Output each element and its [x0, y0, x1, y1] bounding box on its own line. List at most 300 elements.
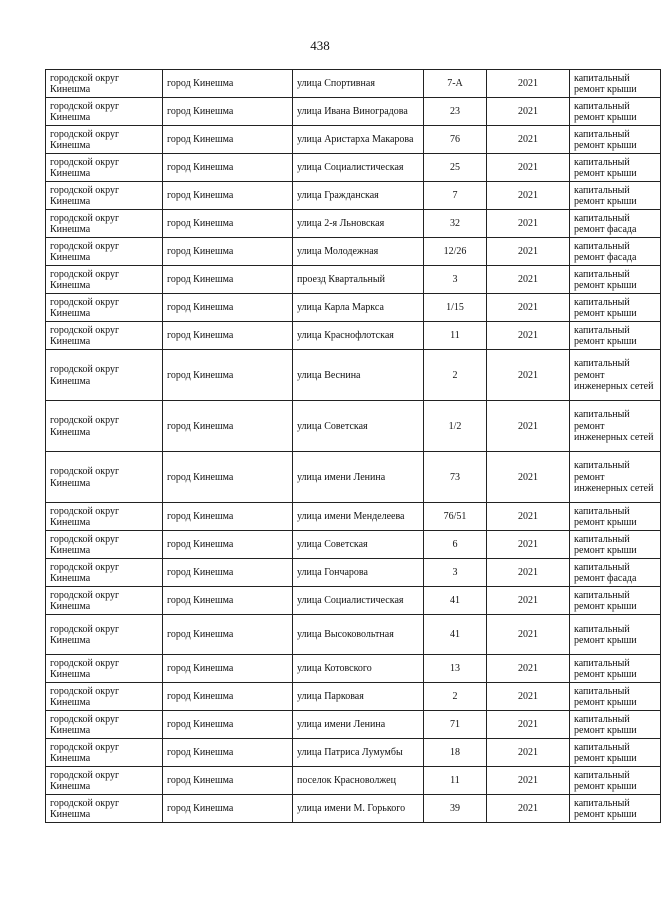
street-cell: [293, 350, 424, 401]
city-cell: [163, 266, 293, 294]
table-row: [46, 126, 661, 154]
table-row: [46, 266, 661, 294]
street-cell-text: улица имени Ленина: [297, 471, 386, 483]
city-cell: [163, 711, 293, 739]
work-type-cell-text: капитальный ремонт инженерных сетей: [574, 409, 654, 444]
house-number-cell: [424, 711, 487, 739]
table-row: [46, 98, 661, 126]
city-cell: [163, 70, 293, 98]
city-cell: [163, 98, 293, 126]
table-row: [46, 238, 661, 266]
year-cell-text: 2021: [518, 511, 538, 523]
street-cell: [293, 452, 424, 503]
page-number: 438: [310, 38, 330, 53]
table-row: [46, 503, 661, 531]
work-type-cell-text: капитальный ремонт инженерных сетей: [574, 460, 654, 495]
city-cell-text: город Кинешма: [167, 567, 234, 579]
work-type-cell: [570, 503, 661, 531]
year-cell: [487, 350, 570, 401]
city-cell-text: город Кинешма: [167, 747, 234, 759]
year-cell-text: 2021: [518, 162, 538, 174]
city-cell-text: город Кинешма: [167, 218, 234, 230]
house-number-cell-text: 71: [450, 719, 460, 731]
work-type-cell-text: капитальный ремонт крыши: [574, 623, 637, 646]
work-type-cell: [570, 401, 661, 452]
district-cell: [46, 795, 163, 823]
work-type-cell: [570, 683, 661, 711]
city-cell: [163, 503, 293, 531]
district-cell-text: городской округ Кинешма: [50, 561, 120, 584]
year-cell: [487, 739, 570, 767]
year-cell-text: 2021: [518, 691, 538, 703]
district-cell: [46, 294, 163, 322]
house-number-cell: [424, 70, 487, 98]
street-cell: [293, 615, 424, 655]
street-cell: [293, 182, 424, 210]
city-cell-text: город Кинешма: [167, 190, 234, 202]
work-type-cell-text: капитальный ремонт крыши: [574, 769, 637, 792]
house-number-cell-text: 6: [452, 539, 458, 551]
district-cell: [46, 322, 163, 350]
house-number-cell-text: 41: [450, 595, 460, 607]
district-cell-text: городской округ Кинешма: [50, 741, 120, 764]
house-number-cell: [424, 795, 487, 823]
year-cell: [487, 322, 570, 350]
street-cell: [293, 531, 424, 559]
work-type-cell-text: капитальный ремонт крыши: [574, 324, 637, 347]
house-number-cell-text: 7-А: [447, 78, 463, 90]
city-cell: [163, 294, 293, 322]
district-cell-text: городской округ Кинешма: [50, 156, 120, 179]
work-type-cell-text: капитальный ремонт крыши: [574, 589, 637, 612]
house-number-cell-text: 25: [450, 162, 460, 174]
city-cell-text: город Кинешма: [167, 691, 234, 703]
street-cell-text: улица Аристарха Макарова: [297, 134, 414, 146]
district-cell-text: городской округ Кинешма: [50, 212, 120, 235]
district-cell: [46, 711, 163, 739]
city-cell-text: город Кинешма: [167, 78, 234, 90]
district-cell: [46, 210, 163, 238]
house-number-cell: [424, 401, 487, 452]
street-cell: [293, 711, 424, 739]
district-cell-text: городской округ Кинешма: [50, 364, 120, 387]
work-type-cell: [570, 452, 661, 503]
table-row: [46, 210, 661, 238]
work-type-cell-text: капитальный ремонт инженерных сетей: [574, 358, 654, 393]
year-cell-text: 2021: [518, 775, 538, 787]
city-cell-text: город Кинешма: [167, 330, 234, 342]
city-cell-text: город Кинешма: [167, 471, 234, 483]
work-type-cell: [570, 182, 661, 210]
repair-registry-table: [45, 69, 661, 823]
house-number-cell: [424, 126, 487, 154]
city-cell-text: город Кинешма: [167, 302, 234, 314]
city-cell-text: город Кинешма: [167, 369, 234, 381]
table-row: [46, 70, 661, 98]
house-number-cell-text: 1/15: [446, 302, 464, 314]
table-row: [46, 154, 661, 182]
street-cell-text: улица имени Ленина: [297, 719, 386, 731]
year-cell-text: 2021: [518, 246, 538, 258]
street-cell: [293, 503, 424, 531]
street-cell-text: улица Спортивная: [297, 78, 375, 90]
district-cell: [46, 154, 163, 182]
table-row: [46, 711, 661, 739]
year-cell: [487, 587, 570, 615]
district-cell-text: городской округ Кинешма: [50, 769, 120, 792]
house-number-cell-text: 3: [452, 567, 458, 579]
district-cell: [46, 739, 163, 767]
city-cell-text: город Кинешма: [167, 106, 234, 118]
year-cell: [487, 266, 570, 294]
house-number-cell-text: 23: [450, 106, 460, 118]
work-type-cell-text: капитальный ремонт крыши: [574, 533, 637, 556]
work-type-cell: [570, 238, 661, 266]
work-type-cell-text: капитальный ремонт фасада: [574, 240, 637, 263]
street-cell-text: улица Социалистическая: [297, 162, 404, 174]
year-cell: [487, 126, 570, 154]
house-number-cell: [424, 266, 487, 294]
year-cell-text: 2021: [518, 330, 538, 342]
district-cell: [46, 266, 163, 294]
street-cell-text: улица Патриса Лумумбы: [297, 747, 403, 759]
street-cell-text: улица Веснина: [297, 369, 361, 381]
year-cell: [487, 711, 570, 739]
district-cell: [46, 70, 163, 98]
district-cell: [46, 559, 163, 587]
work-type-cell-text: капитальный ремонт фасада: [574, 212, 637, 235]
year-cell-text: 2021: [518, 595, 538, 607]
city-cell-text: город Кинешма: [167, 629, 234, 641]
city-cell: [163, 126, 293, 154]
district-cell: [46, 238, 163, 266]
city-cell-text: город Кинешма: [167, 595, 234, 607]
year-cell: [487, 294, 570, 322]
year-cell: [487, 655, 570, 683]
table-row: [46, 182, 661, 210]
street-cell-text: улица Карла Маркса: [297, 302, 384, 314]
street-cell: [293, 294, 424, 322]
house-number-cell-text: 11: [450, 775, 460, 787]
house-number-cell: [424, 587, 487, 615]
house-number-cell-text: 2: [452, 691, 458, 703]
city-cell: [163, 767, 293, 795]
year-cell: [487, 98, 570, 126]
city-cell: [163, 238, 293, 266]
work-type-cell: [570, 210, 661, 238]
work-type-cell: [570, 98, 661, 126]
city-cell-text: город Кинешма: [167, 803, 234, 815]
table-row: [46, 401, 661, 452]
street-cell: [293, 126, 424, 154]
district-cell: [46, 401, 163, 452]
city-cell-text: город Кинешма: [167, 719, 234, 731]
city-cell-text: город Кинешма: [167, 539, 234, 551]
house-number-cell: [424, 615, 487, 655]
year-cell-text: 2021: [518, 78, 538, 90]
house-number-cell-text: 12/26: [443, 246, 467, 258]
city-cell-text: город Кинешма: [167, 274, 234, 286]
table-row: [46, 615, 661, 655]
year-cell: [487, 182, 570, 210]
work-type-cell-text: капитальный ремонт крыши: [574, 296, 637, 319]
work-type-cell-text: капитальный ремонт крыши: [574, 156, 637, 179]
year-cell-text: 2021: [518, 567, 538, 579]
district-cell-text: городской округ Кинешма: [50, 324, 120, 347]
work-type-cell: [570, 795, 661, 823]
street-cell-text: улица Социалистическая: [297, 595, 404, 607]
street-cell: [293, 238, 424, 266]
district-cell: [46, 98, 163, 126]
district-cell: [46, 531, 163, 559]
house-number-cell: [424, 531, 487, 559]
street-cell: [293, 767, 424, 795]
table-row: [46, 795, 661, 823]
year-cell-text: 2021: [518, 274, 538, 286]
city-cell: [163, 587, 293, 615]
street-cell-text: улица Молодежная: [297, 246, 379, 258]
year-cell: [487, 795, 570, 823]
district-cell-text: городской округ Кинешма: [50, 505, 120, 528]
city-cell-text: город Кинешма: [167, 663, 234, 675]
year-cell-text: 2021: [518, 747, 538, 759]
district-cell-text: городской округ Кинешма: [50, 533, 120, 556]
district-cell-text: городской округ Кинешма: [50, 100, 120, 123]
year-cell: [487, 767, 570, 795]
work-type-cell: [570, 322, 661, 350]
street-cell-text: улица Гончарова: [297, 567, 368, 579]
city-cell-text: город Кинешма: [167, 246, 234, 258]
street-cell-text: улица Советская: [297, 539, 368, 551]
house-number-cell: [424, 238, 487, 266]
work-type-cell-text: капитальный ремонт крыши: [574, 797, 637, 820]
district-cell: [46, 615, 163, 655]
year-cell-text: 2021: [518, 663, 538, 675]
city-cell: [163, 322, 293, 350]
street-cell: [293, 401, 424, 452]
work-type-cell: [570, 531, 661, 559]
district-cell-text: городской округ Кинешма: [50, 589, 120, 612]
street-cell-text: улица имени М. Горького: [297, 803, 406, 815]
street-cell-text: улица Краснофлотская: [297, 330, 394, 342]
street-cell-text: поселок Красноволжец: [297, 775, 396, 787]
street-cell: [293, 70, 424, 98]
year-cell: [487, 401, 570, 452]
street-cell-text: улица Котовского: [297, 663, 372, 675]
city-cell: [163, 154, 293, 182]
table-row: [46, 559, 661, 587]
district-cell: [46, 767, 163, 795]
house-number-cell-text: 41: [450, 629, 460, 641]
house-number-cell-text: 76/51: [443, 511, 467, 523]
house-number-cell-text: 3: [452, 274, 458, 286]
street-cell: [293, 655, 424, 683]
district-cell-text: городской округ Кинешма: [50, 128, 120, 151]
district-cell-text: городской округ Кинешма: [50, 240, 120, 263]
year-cell-text: 2021: [518, 369, 538, 381]
year-cell: [487, 210, 570, 238]
house-number-cell-text: 11: [450, 330, 460, 342]
city-cell-text: город Кинешма: [167, 420, 234, 432]
city-cell: [163, 531, 293, 559]
table-row: [46, 322, 661, 350]
year-cell: [487, 238, 570, 266]
city-cell: [163, 615, 293, 655]
work-type-cell-text: капитальный ремонт крыши: [574, 685, 637, 708]
table-row: [46, 767, 661, 795]
house-number-cell: [424, 503, 487, 531]
house-number-cell-text: 32: [450, 218, 460, 230]
street-cell: [293, 683, 424, 711]
year-cell: [487, 615, 570, 655]
street-cell-text: улица 2-я Льновская: [297, 218, 385, 230]
city-cell: [163, 452, 293, 503]
city-cell: [163, 401, 293, 452]
city-cell: [163, 655, 293, 683]
year-cell: [487, 559, 570, 587]
street-cell-text: улица Парковая: [297, 691, 364, 703]
house-number-cell-text: 39: [450, 803, 460, 815]
year-cell: [487, 683, 570, 711]
work-type-cell-text: капитальный ремонт фасада: [574, 561, 637, 584]
street-cell-text: улица Советская: [297, 420, 368, 432]
district-cell: [46, 452, 163, 503]
work-type-cell: [570, 70, 661, 98]
house-number-cell: [424, 452, 487, 503]
work-type-cell: [570, 655, 661, 683]
work-type-cell: [570, 615, 661, 655]
house-number-cell: [424, 154, 487, 182]
house-number-cell: [424, 767, 487, 795]
house-number-cell: [424, 655, 487, 683]
city-cell-text: город Кинешма: [167, 162, 234, 174]
house-number-cell: [424, 559, 487, 587]
district-cell: [46, 655, 163, 683]
city-cell: [163, 559, 293, 587]
house-number-cell-text: 76: [450, 134, 460, 146]
house-number-cell: [424, 182, 487, 210]
year-cell-text: 2021: [518, 302, 538, 314]
city-cell: [163, 683, 293, 711]
city-cell-text: город Кинешма: [167, 511, 234, 523]
house-number-cell-text: 13: [450, 663, 460, 675]
street-cell-text: проезд Квартальный: [297, 274, 385, 286]
table-row: [46, 294, 661, 322]
year-cell: [487, 531, 570, 559]
district-cell-text: городской округ Кинешма: [50, 415, 120, 438]
city-cell: [163, 182, 293, 210]
table-row: [46, 683, 661, 711]
house-number-cell: [424, 98, 487, 126]
table-row: [46, 739, 661, 767]
district-cell: [46, 587, 163, 615]
year-cell-text: 2021: [518, 803, 538, 815]
house-number-cell: [424, 210, 487, 238]
house-number-cell-text: 18: [450, 747, 460, 759]
work-type-cell: [570, 294, 661, 322]
year-cell-text: 2021: [518, 471, 538, 483]
street-cell-text: улица Гражданская: [297, 190, 379, 202]
year-cell-text: 2021: [518, 190, 538, 202]
work-type-cell-text: капитальный ремонт крыши: [574, 184, 637, 207]
year-cell-text: 2021: [518, 719, 538, 731]
street-cell-text: улица имени Менделеева: [297, 511, 405, 523]
work-type-cell-text: капитальный ремонт крыши: [574, 72, 637, 95]
city-cell-text: город Кинешма: [167, 775, 234, 787]
city-cell: [163, 210, 293, 238]
table-row: [46, 587, 661, 615]
district-cell-text: городской округ Кинешма: [50, 685, 120, 708]
street-cell: [293, 210, 424, 238]
house-number-cell: [424, 322, 487, 350]
district-cell: [46, 503, 163, 531]
city-cell: [163, 795, 293, 823]
house-number-cell: [424, 350, 487, 401]
street-cell: [293, 98, 424, 126]
street-cell: [293, 559, 424, 587]
street-cell: [293, 739, 424, 767]
table-row: [46, 452, 661, 503]
year-cell: [487, 503, 570, 531]
city-cell-text: город Кинешма: [167, 134, 234, 146]
year-cell: [487, 154, 570, 182]
work-type-cell-text: капитальный ремонт крыши: [574, 713, 637, 736]
house-number-cell: [424, 739, 487, 767]
work-type-cell-text: капитальный ремонт крыши: [574, 505, 637, 528]
year-cell: [487, 70, 570, 98]
work-type-cell: [570, 559, 661, 587]
work-type-cell-text: капитальный ремонт крыши: [574, 128, 637, 151]
street-cell: [293, 795, 424, 823]
city-cell: [163, 739, 293, 767]
district-cell-text: городской округ Кинешма: [50, 268, 120, 291]
street-cell-text: улица Ивана Виноградова: [297, 106, 408, 118]
house-number-cell-text: 2: [452, 369, 458, 381]
district-cell-text: городской округ Кинешма: [50, 623, 120, 646]
work-type-cell: [570, 587, 661, 615]
street-cell: [293, 266, 424, 294]
year-cell-text: 2021: [518, 539, 538, 551]
house-number-cell: [424, 294, 487, 322]
district-cell-text: городской округ Кинешма: [50, 296, 120, 319]
house-number-cell-text: 73: [450, 471, 460, 483]
district-cell-text: городской округ Кинешма: [50, 72, 120, 95]
house-number-cell-text: 7: [452, 190, 458, 202]
year-cell-text: 2021: [518, 420, 538, 432]
work-type-cell-text: капитальный ремонт крыши: [574, 657, 637, 680]
work-type-cell: [570, 350, 661, 401]
work-type-cell: [570, 739, 661, 767]
street-cell: [293, 322, 424, 350]
work-type-cell-text: капитальный ремонт крыши: [574, 741, 637, 764]
district-cell-text: городской округ Кинешма: [50, 713, 120, 736]
year-cell-text: 2021: [518, 629, 538, 641]
work-type-cell: [570, 154, 661, 182]
district-cell-text: городской округ Кинешма: [50, 184, 120, 207]
year-cell-text: 2021: [518, 106, 538, 118]
year-cell: [487, 452, 570, 503]
work-type-cell: [570, 266, 661, 294]
city-cell: [163, 350, 293, 401]
work-type-cell-text: капитальный ремонт крыши: [574, 100, 637, 123]
street-cell-text: улица Высоковольтная: [297, 629, 394, 641]
registry-body: [46, 70, 661, 823]
district-cell-text: городской округ Кинешма: [50, 657, 120, 680]
district-cell: [46, 182, 163, 210]
table-row: [46, 531, 661, 559]
street-cell: [293, 587, 424, 615]
district-cell: [46, 683, 163, 711]
